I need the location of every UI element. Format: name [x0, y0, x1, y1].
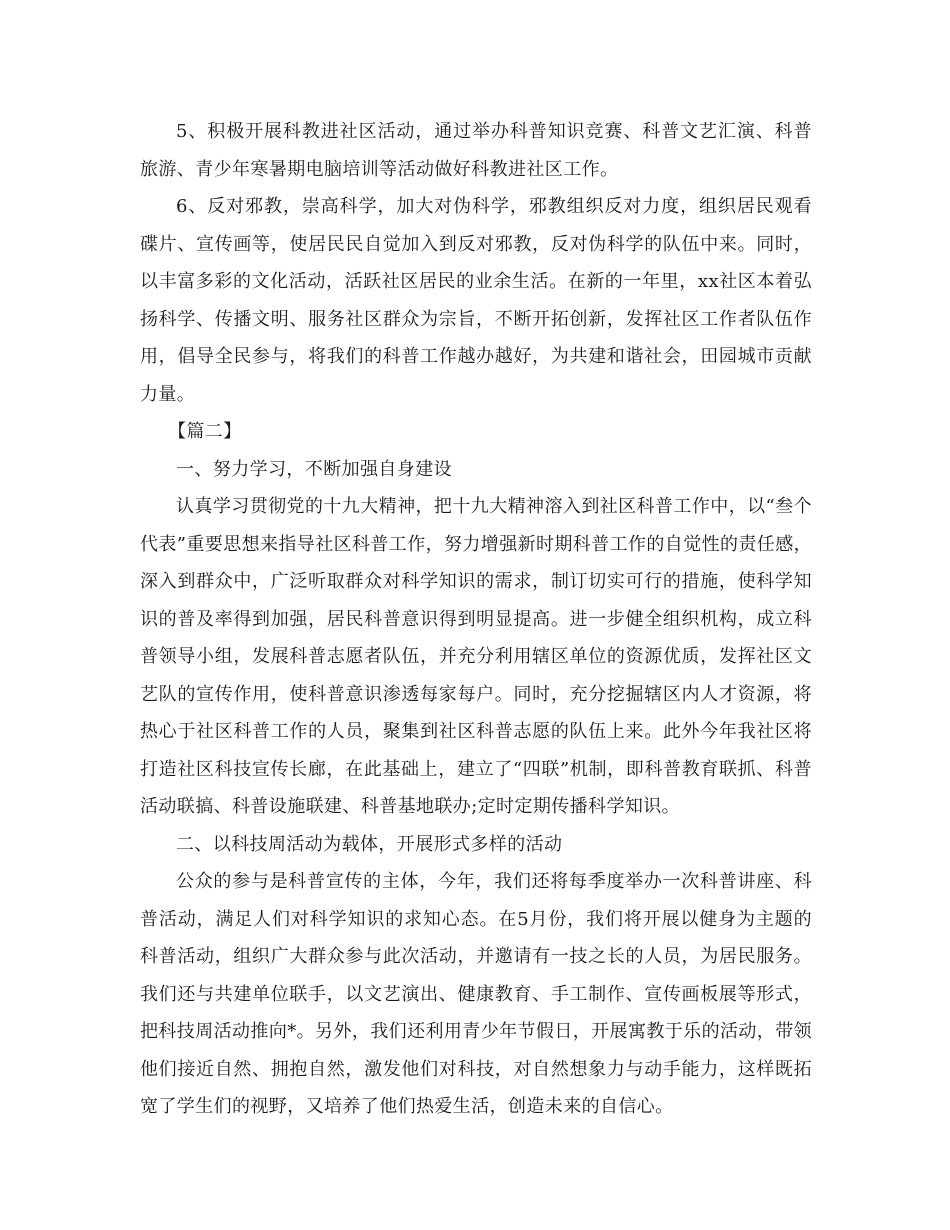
paragraph-study: 认真学习贯彻党的十九大精神，把十九大精神溶入到社区科普工作中，以“叁个代表”重要思想来指导社区科普工作，努力增强新时期科普工作的自觉性的责任感，深入到群众中，广泛听取群众对科学知识的需求，制订切实可行的措施，使科学知识的普及率得到加强，居民科普意识得到明显提高。进一步健全组织机构，成立科普领导小组，发展科普志愿者队伍，并充分利用辖区单位的资源优质，发挥社区文艺队的宣传作用，使科普意识渗透每家每户。同时，充分挖掘辖区内人才资源，将热心于社区科普工作的人员，聚集到社区科普志愿的队伍上来。此外今年我社区将打造社区科技宣传长廊，在此基础上，建立了“四联”机制，即科普教育联抓、科普活动联搞、科普设施联建、科普基地联办;定时定期传播科学知识。: [140, 496, 812, 817]
paragraph-item-5: 5、积极开展科教进社区活动，通过举办科普知识竞赛、科普文艺汇演、科普旅游、青少年寒暑期电脑培训等活动做好科教进社区工作。: [140, 121, 812, 180]
paragraph-activities: 公众的参与是科普宣传的主体，今年，我们还将每季度举办一次科普讲座、科普活动，满足人们对科学知识的求知心态。在5月份，我们将开展以健身为主题的科普活动，组织广大群众参与此次活动，并邀请有一技之长的人员，为居民服务。我们还与共建单位联手，以文艺演出、健康教育、手工制作、宣传画板展等形式，把科技周活动推向*。另外，我们还利用青少年节假日，开展寓教于乐的活动，带领他们接近自然、拥抱自然，激发他们对科技，对自然想象力与动手能力，这样既拓宽了学生们的视野，又培养了他们热爱生活，创造未来的自信心。: [140, 871, 812, 1117]
section-title-part-two: 【篇二】: [168, 421, 242, 442]
document-body: [140, 113, 812, 1126]
heading-one: 一、努力学习，不断加强自身建设: [176, 458, 452, 480]
paragraph-item-6: 6、反对邪教，崇高科学，加大对伪科学，邪教组织反对力度，组织居民观看碟片、宣传画等，使居民民自觉加入到反对邪教，反对伪科学的队伍中来。同时，以丰富多彩的文化活动，活跃社区居民的业余生活。在新的一年里，xx社区本着弘扬科学、传播文明、服务社区群众为宗旨，不断开拓创新，发挥社区工作者队伍作用，倡导全民参与，将我们的科普工作越办越好，为共建和谐社会，田园城市贡献力量。: [140, 196, 812, 405]
heading-two: 二、以科技周活动为载体，开展形式多样的活动: [176, 833, 563, 855]
